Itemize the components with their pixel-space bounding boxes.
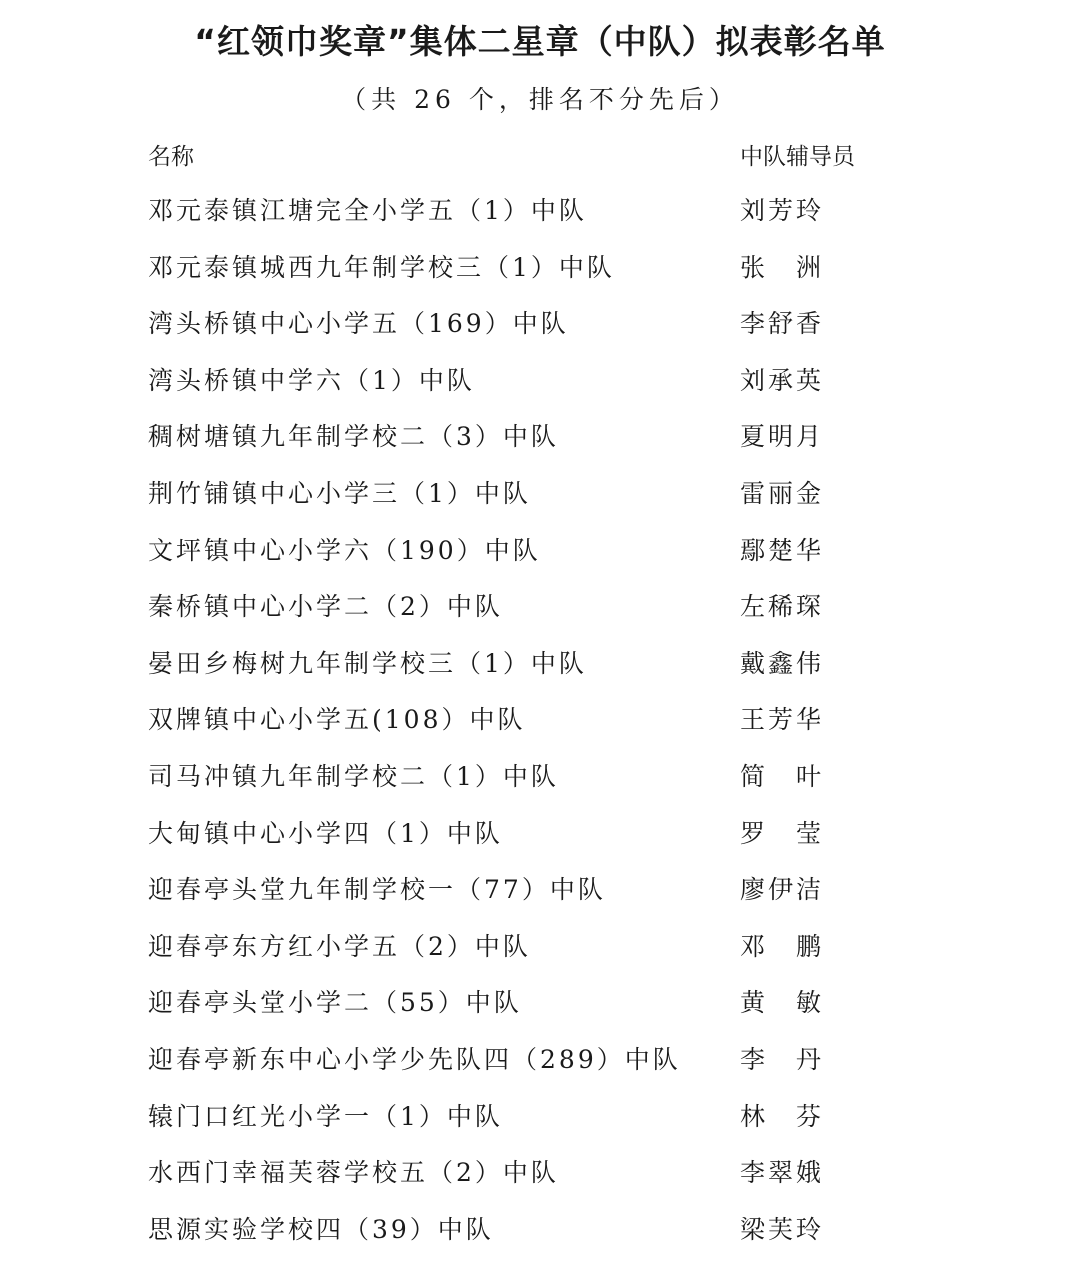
squadron-list [0,192,1080,1267]
squadron-name: 湾头桥镇中心小学五（169）中队 [148,309,569,339]
table-row [0,249,1080,306]
squadron-name: 邓元泰镇城西九年制学校三（1）中队 [148,252,615,282]
squadron-name: 双牌镇中心小学五(108）中队 [148,705,526,735]
squadron-name: 迎春亭头堂九年制学校一（77）中队 [148,875,606,905]
document-subtitle: （共 26 个，排名不分先后） [341,85,739,114]
table-row [0,362,1080,419]
squadron-advisor: 夏明月 [740,422,825,452]
column-header-advisor: 中队辅导员 [740,144,855,170]
squadron-name: 文坪镇中心小学六（190）中队 [148,535,541,565]
table-row [0,475,1080,532]
squadron-advisor: 林 芬 [740,1101,825,1131]
squadron-name: 思源实验学校四（39）中队 [148,1214,494,1244]
squadron-advisor: 简 叶 [740,761,825,791]
table-row [0,192,1080,249]
squadron-advisor: 王芳华 [740,705,825,735]
squadron-advisor: 罗 莹 [740,818,825,848]
squadron-advisor: 李 丹 [740,1044,825,1074]
squadron-name: 司马冲镇九年制学校二（1）中队 [148,761,559,791]
squadron-advisor: 戴鑫伟 [740,648,825,678]
squadron-name: 迎春亭头堂小学二（55）中队 [148,988,522,1018]
table-row [0,1154,1080,1211]
squadron-advisor: 鄢楚华 [740,535,825,565]
table-row [0,815,1080,872]
table-row [0,305,1080,362]
squadron-name: 水西门幸福芙蓉学校五（2）中队 [148,1158,559,1188]
squadron-name: 迎春亭新东中心小学少先队四（289）中队 [148,1044,681,1074]
squadron-name: 辕门口红光小学一（1）中队 [148,1101,503,1131]
squadron-name: 湾头桥镇中学六（1）中队 [148,365,475,395]
squadron-advisor: 邓 鹏 [740,931,825,961]
table-row [0,984,1080,1041]
squadron-name: 邓元泰镇江塘完全小学五（1）中队 [148,196,587,225]
table-row [0,532,1080,589]
squadron-name: 稠树塘镇九年制学校二（3）中队 [148,422,559,452]
table-row [0,645,1080,702]
table-row [0,1098,1080,1155]
squadron-advisor: 黄 敏 [740,988,825,1018]
column-header-name: 名称 [148,144,194,170]
squadron-advisor: 张 洲 [740,252,825,282]
table-row [0,1211,1080,1268]
squadron-name: 迎春亭东方红小学五（2）中队 [148,931,531,961]
squadron-advisor: 廖伊洁 [740,875,825,905]
squadron-name: 秦桥镇中心小学二（2）中队 [148,592,503,622]
squadron-advisor: 李翠娥 [740,1158,825,1188]
squadron-name: 荆竹铺镇中心小学三（1）中队 [148,478,531,508]
table-row [0,758,1080,815]
squadron-name: 晏田乡梅树九年制学校三（1）中队 [148,648,587,678]
squadron-advisor: 刘芳玲 [740,196,825,225]
table-row [0,928,1080,985]
document-title: “红领巾奖章”集体二星章（中队）拟表彰名单 [194,22,886,61]
table-row [0,588,1080,645]
squadron-advisor: 梁芙玲 [740,1214,825,1244]
squadron-advisor: 李舒香 [740,309,825,339]
squadron-advisor: 刘承英 [740,365,825,395]
table-row [0,418,1080,475]
table-row [0,701,1080,758]
table-row [0,871,1080,928]
squadron-advisor: 雷丽金 [740,478,825,508]
table-header [0,138,1080,172]
squadron-name: 大甸镇中心小学四（1）中队 [148,818,503,848]
squadron-advisor: 左稀琛 [740,592,825,622]
table-row [0,1041,1080,1098]
